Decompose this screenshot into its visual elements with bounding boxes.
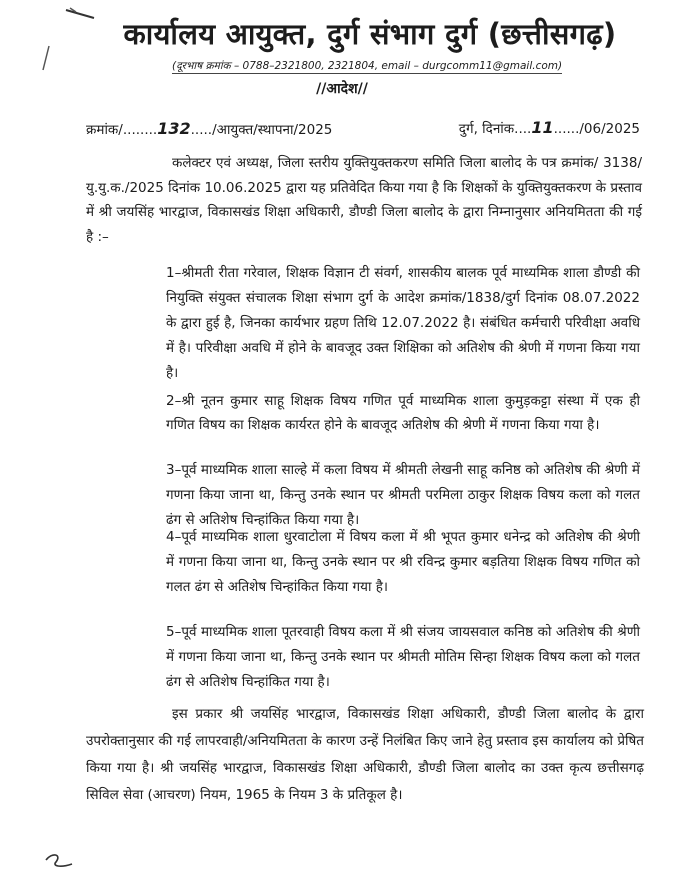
ref-prefix: क्रमांक/	[86, 122, 123, 138]
ref-suffix: /आयुक्त/स्थापना/2025	[212, 122, 333, 138]
signature-mark-icon	[38, 848, 78, 872]
closing-paragraph: इस प्रकार श्री जयसिंह भारद्वाज, विकासखंड शिक्षा अधिकारी, डौण्डी जिला बालोद के द्वारा उपरोक्तानुसार की गई लापरवाही/अनियमितता के कारण उन्हें निलंबित किए जाने हेतु प्रस्ताव इस कार्यालय को प्रेषित किया गया है। श्री जयसिंह भारद्वाज, विकासखंड शिक्षा अधिकारी, डौण्डी जिला बालोद का उक्त कृत्य छत्तीसगढ़ सिविल सेवा (आचरण) नियम, 1965 के नियम 3 के प्रतिकूल है।	[86, 706, 644, 803]
contact-text: (दूरभाष क्रमांक – 0788–2321800, 2321804, email – durgcomm11@gmail.com)	[172, 60, 563, 72]
order-date: दुर्ग, दिनांक....11....../06/2025	[458, 118, 640, 137]
reference-number: क्रमांक/........132...../आयुक्त/स्थापना/2025	[86, 119, 333, 138]
irregularity-item-2: 2–श्री नूतन कुमार साहू शिक्षक विषय गणित पूर्व माध्यमिक शाला कुमुड़कट्टा संस्था में एक ही गणित विषय का शिक्षक कार्यरत होने के बावजूद अतिशेष की श्रेणी में गणना किया गया है।	[166, 393, 640, 433]
order-heading: //आदेश//	[316, 81, 368, 97]
date-prefix: दुर्ग, दिनांक	[458, 121, 515, 137]
irregularity-item-1: 1–श्रीमती रीता गरेवाल, शिक्षक विज्ञान टी संवर्ग, शासकीय बालक पूर्व माध्यमिक शाला डौण्डी की नियुक्ति संयुक्त संचालक शिक्षा संभाग दुर्ग के आदेश क्रमांक/1838/दुर्ग दिनांक 08.07.2022 के द्वारा हुई है, जिनका कार्यभार ग्रहण तिथि 12.07.2022 है। संबंधित कर्मचारी परिवीक्षा अवधि में है। परिवीक्षा अवधि में होने के बावजूद उक्त शिक्षिका को अतिशेष की श्रेणी में गणना किया गया है।	[166, 265, 640, 381]
irregularity-item-5: 5–पूर्व माध्यमिक शाला पूतरवाही विषय कला में श्री संजय जायसवाल कनिष्ठ को अतिशेष की श्रेणी में गणना किया जाना था, किन्तु उनके स्थान पर श्रीमती मोतिम सिन्हा शिक्षक विषय कला को गलत ढंग से अतिशेष चिन्हांकित गया है।	[166, 624, 640, 690]
ref-number-handwritten: 132	[157, 119, 191, 138]
irregularity-item-3: 3–पूर्व माध्यमिक शाला साल्हे में कला विषय में श्रीमती लेखनी साहू कनिष्ठ को अतिशेष की श्रेणी में गणना किया जाना था, किन्तु उनके स्थान पर श्रीमती परमिला ठाकुर शिक्षक विषय कला को गलत ढंग से अतिशेष चिन्हांकित किया गया है।	[166, 462, 640, 528]
date-day-handwritten: 11	[531, 118, 554, 137]
intro-paragraph: कलेक्टर एवं अध्यक्ष, जिला स्तरीय युक्तियुक्तकरण समिति जिला बालोद के पत्र क्रमांक/ 3138/यु.यु.क./2025 दिनांक 10.06.2025 द्वारा यह प्रतिवेदित किया गया है कि शिक्षकों के युक्तियुक्तकरण के प्रस्ताव में श्री जयसिंह भारद्वाज, विकासखंड शिक्षा अधिकारी, डौण्डी जिला बालोद के द्वारा निम्नानुसार अनियमितता की गई है :–	[86, 155, 642, 245]
contact-line	[172, 59, 562, 73]
margin-mark-icon	[40, 44, 52, 74]
irregularity-item-4: 4–पूर्व माध्यमिक शाला धुरवाटोला में विषय कला में श्री भूपत कुमार धनेन्द्र को अतिशेष की श्रेणी में गणना किया जाना था, किन्तु उनके स्थान पर श्री रविन्द्र कुमार बड़तिया शिक्षक विषय गणित को गलत ढंग से अतिशेष चिन्हांकित किया गया है।	[166, 529, 640, 595]
office-title: कार्यालय आयुक्त, दुर्ग संभाग दुर्ग (छत्तीसगढ़)	[123, 17, 617, 51]
date-suffix: /06/2025	[579, 121, 640, 137]
